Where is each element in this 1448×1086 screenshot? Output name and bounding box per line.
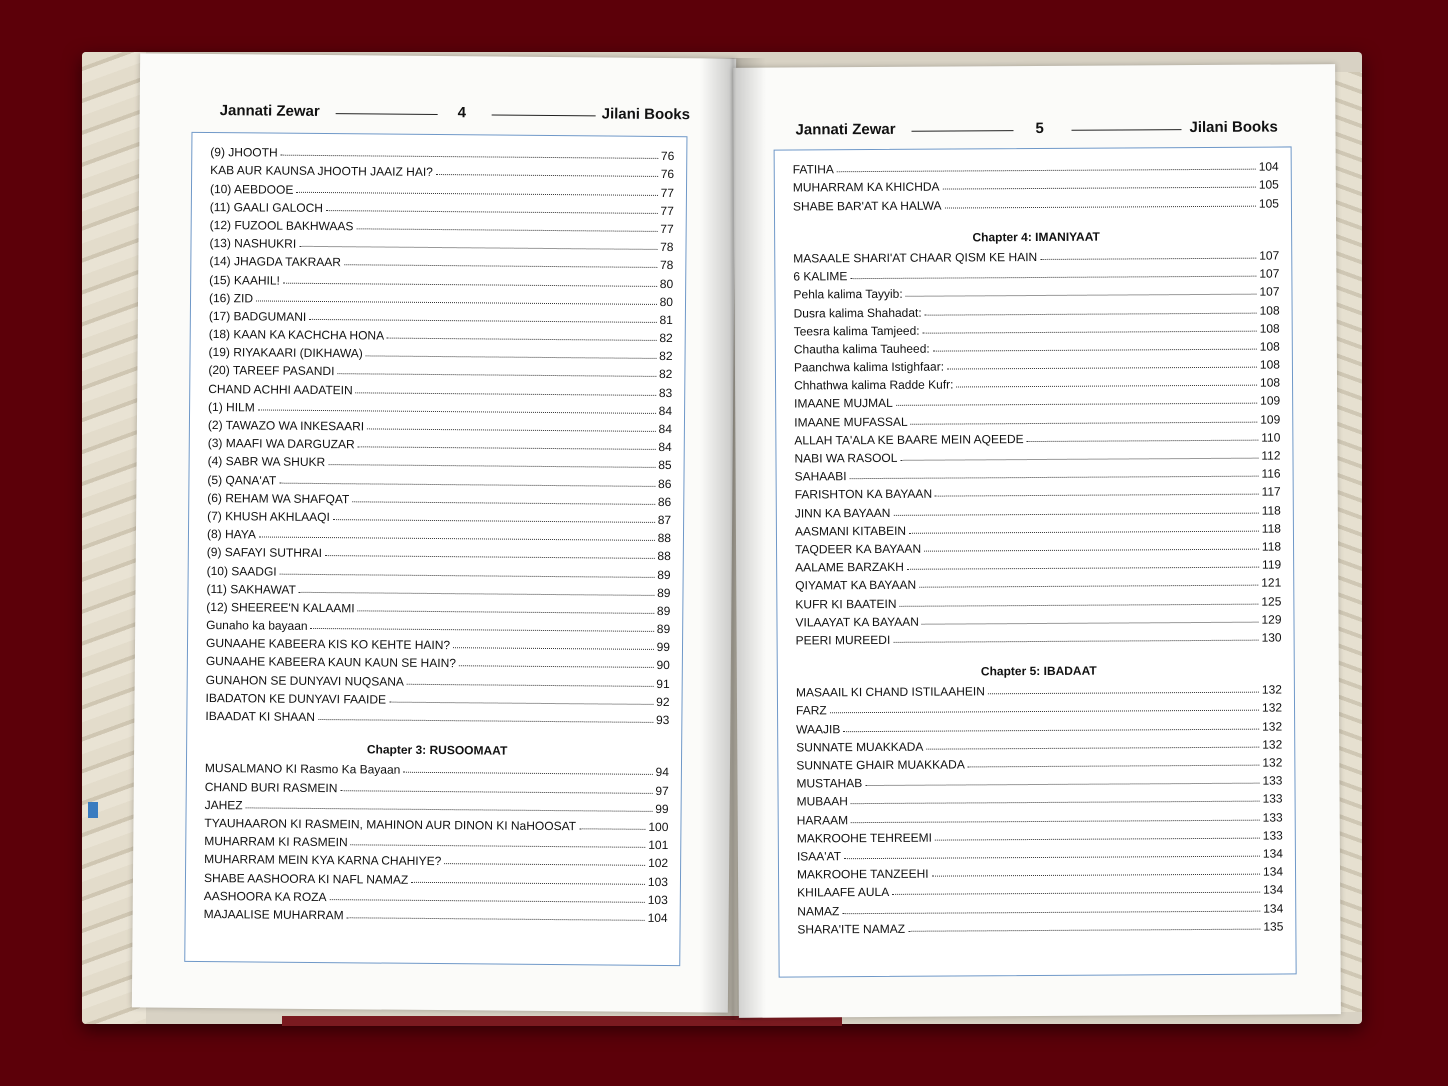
toc-entry	[796, 626, 1282, 647]
toc-entry-label: MASAAIL KI CHAND ISTILAAHEIN	[795, 684, 985, 700]
toc-entry-label: MUSTAHAB	[796, 776, 863, 791]
dot-leader	[851, 819, 1260, 822]
toc-entry-label: KUFR KI BAATEIN	[795, 596, 897, 611]
toc-entry-page: 83	[658, 385, 673, 400]
toc-entry-label: (8) HAYA	[206, 527, 256, 542]
dot-leader	[337, 374, 656, 378]
dot-leader	[329, 899, 644, 903]
toc-entry-page: 102	[648, 856, 669, 871]
dot-leader	[935, 837, 1260, 840]
toc-entry-page: 84	[658, 421, 672, 437]
toc-entry-page: 89	[657, 567, 671, 582]
toc-entry-label: MAKROOHE TANZEEHI	[796, 866, 929, 882]
toc-entry-label: ALLAH TA'ALA KE BAARE MEIN AQEEDE	[794, 431, 1024, 448]
dot-leader	[892, 892, 1260, 895]
dot-leader	[279, 482, 655, 486]
dot-leader	[453, 647, 654, 650]
dot-leader	[333, 519, 655, 523]
header-rule	[336, 113, 438, 115]
right-page	[733, 64, 1341, 1018]
dot-leader	[837, 169, 1256, 173]
dot-leader	[933, 349, 1257, 352]
toc-entry-label: Pehla kalima Tayyib:	[793, 287, 903, 302]
toc-entry-page: 118	[1261, 539, 1282, 554]
toc-entry-label: (11) SAKHAWAT	[206, 581, 296, 597]
dot-leader	[956, 385, 1257, 388]
toc-entry-page: 125	[1261, 594, 1282, 609]
dot-leader	[865, 783, 1259, 786]
toc-entry-label: IMAANE MUFASSAL	[794, 414, 908, 430]
toc-entry-page: 130	[1261, 630, 1282, 645]
toc-entry-label: IBADATON KE DUNYAVI FAAIDE	[205, 690, 387, 707]
dot-leader	[436, 174, 658, 177]
toc-entry-page: 92	[656, 694, 670, 709]
toc-list	[793, 156, 1284, 937]
toc-entry-page: 82	[658, 367, 673, 382]
toc-entry-page: 76	[660, 167, 675, 182]
page-header	[733, 114, 1335, 146]
toc-entry-label: (14) JHAGDA TAKRAAR	[209, 254, 342, 270]
chapter-heading: Chapter 4: IMANIYAAT	[972, 229, 1100, 244]
toc-entry-label: (12) FUZOOL BAKHWAAS	[209, 217, 354, 234]
toc-entry-label: IMAANE MUJMAL	[794, 396, 893, 411]
toc-entry-page: 85	[658, 458, 672, 473]
toc-entry-page: 78	[660, 240, 674, 255]
toc-entry-label: (13) NASHUKRI	[209, 236, 297, 251]
toc-entry-label: GUNAAHE KABEERA KAUN KAUN SE HAIN?	[205, 654, 457, 671]
toc-entry-page: 77	[660, 203, 674, 218]
dot-leader	[906, 294, 1257, 297]
dot-leader	[988, 692, 1259, 695]
toc-entry-label: WAAJIB	[796, 721, 841, 737]
dot-leader	[256, 300, 657, 304]
toc-entry-page: 107	[1259, 266, 1280, 281]
dot-leader	[935, 494, 1258, 497]
dot-leader	[919, 585, 1258, 588]
toc-entry-label: Teesra kalima Tamjeed:	[793, 323, 920, 339]
dot-leader	[1040, 258, 1256, 260]
toc-entry-page: 108	[1259, 375, 1281, 390]
dot-leader	[850, 276, 1256, 279]
toc-entry-label: HARAAM	[796, 812, 849, 828]
dot-leader	[842, 910, 1260, 914]
toc-entry-label: (18) KAAN KA KACHCHA HONA	[208, 327, 385, 343]
toc-entry-label: SHABE BAR'AT KA HALWA	[792, 198, 942, 214]
dot-leader	[326, 210, 657, 214]
dot-leader	[309, 319, 656, 323]
left-page	[132, 53, 736, 1012]
toc-entry-page: 116	[1261, 466, 1281, 481]
toc-entry-label: MUBAAH	[796, 794, 848, 809]
toc-entry-page: 133	[1262, 773, 1283, 788]
toc-entry-label: NABI WA RASOOL	[794, 450, 898, 466]
dot-leader	[924, 549, 1259, 552]
dot-leader	[893, 512, 1258, 515]
toc-entry-page: 84	[658, 440, 672, 455]
dot-leader	[932, 874, 1260, 877]
toc-entry-label: TYAUHAARON KI RASMEIN, MAHINON AUR DINON KI NaHOOSAT	[204, 815, 577, 834]
dot-leader	[900, 458, 1258, 461]
toc-entry-page: 105	[1258, 177, 1279, 193]
toc-entry-label: (6) REHAM WA SHAFQAT	[207, 490, 350, 507]
chapter-heading: Chapter 5: IBADAAT	[980, 663, 1097, 679]
dot-leader	[358, 610, 654, 614]
toc-entry-label: MAJAALISE MUHARRAM	[203, 906, 344, 923]
toc-entry-page: 89	[657, 585, 671, 600]
toc-entry-page: 101	[648, 838, 669, 853]
toc-entry-label: (9) SAFAYI SUTHRAI	[206, 545, 323, 561]
dot-leader	[925, 312, 1257, 315]
toc-entry-label: AASHOORA KA ROZA	[203, 888, 327, 904]
toc-entry-page: 134	[1262, 864, 1284, 879]
dot-leader	[908, 928, 1260, 931]
dot-leader	[411, 881, 645, 884]
dot-leader	[280, 573, 655, 577]
bookmark-tab	[88, 802, 98, 818]
toc-entry-page: 82	[659, 331, 673, 346]
toc-entry-label: FARISHTON KA BAYAAN	[794, 487, 933, 502]
dot-leader	[389, 701, 653, 704]
toc-entry-page: 86	[657, 494, 672, 509]
toc-entry-page: 88	[657, 549, 671, 564]
toc-entry-label: MUSALMANO KI Rasmo Ka Bayaan	[204, 761, 401, 778]
toc-entry-label: Chhathwa kalima Radde Kufr:	[794, 377, 954, 393]
dot-leader	[299, 592, 654, 596]
page-header	[140, 97, 736, 130]
toc-entry-page: 112	[1261, 448, 1281, 463]
dot-leader	[444, 863, 645, 866]
toc-entry-label: SHARA'ITE NAMAZ	[797, 921, 906, 937]
dot-leader	[843, 728, 1259, 732]
dot-leader	[328, 464, 655, 468]
publisher-name: Jilani Books	[601, 105, 691, 124]
toc-entry-label: KHILAAFE AULA	[797, 885, 890, 900]
toc-entry-page: 132	[1262, 719, 1283, 734]
toc-entry-label: (5) QANA'AT	[207, 472, 277, 488]
toc-entry-label: Gunaho ka bayaan	[206, 618, 308, 633]
dot-leader	[299, 246, 657, 250]
dot-leader	[366, 356, 656, 360]
toc-entry-label: QIYAMAT KA BAYAAN	[795, 578, 917, 593]
toc-entry-page: 84	[658, 403, 673, 418]
toc-entry-label: (17) BADGUMANI	[208, 308, 307, 324]
toc-entry-page: 134	[1263, 882, 1284, 897]
toc-entry-label: SHABE AASHOORA KI NAFL NAMAZ	[203, 870, 409, 887]
toc-entry-label: SUNNATE MUAKKADA	[796, 739, 924, 755]
dot-leader	[296, 191, 657, 195]
dot-leader	[579, 828, 645, 830]
toc-entry-label: IBAADAT KI SHAAN	[205, 709, 316, 724]
toc-entry-page: 133	[1262, 810, 1283, 825]
header-rule	[492, 114, 596, 116]
toc-entry-page: 107	[1259, 284, 1280, 299]
dot-leader	[367, 428, 655, 432]
toc-entry-label: (9) JHOOTH	[210, 145, 278, 160]
dot-leader	[356, 228, 657, 232]
toc-entry-label: Dusra kalima Shahadat:	[793, 305, 922, 320]
toc-entry-page: 133	[1262, 828, 1283, 843]
dot-leader	[947, 367, 1257, 370]
toc-entry-label: 6 KALIME	[793, 269, 848, 284]
toc-entry-label: MASAALE SHARI'AT CHAAR QISM KE HAIN	[793, 249, 1038, 266]
toc-entry-label: FATIHA	[792, 162, 834, 177]
book-title: Jannati Zewar	[219, 102, 320, 120]
toc-entry-page: 87	[657, 512, 672, 528]
toc-entry-page: 76	[660, 149, 675, 164]
dot-leader	[830, 710, 1259, 714]
dot-leader	[844, 856, 1260, 860]
dot-leader	[281, 155, 658, 159]
toc-entry-page: 104	[1258, 159, 1279, 174]
toc-box	[184, 132, 687, 966]
toc-entry-label: Paanchwa kalima Istighfaar:	[793, 359, 945, 375]
toc-entry-page: 86	[658, 476, 672, 491]
toc-entry-label: TAQDEER KA BAYAAN	[795, 541, 922, 557]
toc-entry-page: 107	[1259, 248, 1280, 263]
toc-entry-label: (1) HILM	[208, 399, 255, 415]
toc-entry-page: 77	[660, 185, 675, 200]
dot-leader	[259, 537, 655, 541]
toc-entry-page: 132	[1261, 700, 1283, 716]
toc-entry	[793, 192, 1279, 213]
dot-leader	[893, 640, 1258, 643]
toc-entry-label: (7) KHUSH AKHLAAQI	[207, 508, 330, 525]
publisher-name: Jilani Books	[1189, 118, 1278, 137]
dot-leader	[1027, 439, 1259, 441]
toc-entry-page: 90	[656, 658, 670, 673]
dot-leader	[896, 403, 1257, 406]
dot-leader	[459, 666, 654, 669]
toc-entry-label: (20) TAREEF PASANDI	[208, 363, 335, 379]
dot-leader	[351, 844, 646, 848]
toc-entry-label: (2) TAWAZO WA INKESAARI	[207, 418, 365, 434]
dot-leader	[358, 447, 656, 451]
toc-entry-page: 93	[655, 712, 670, 728]
dot-leader	[352, 501, 655, 505]
toc-entry-page: 103	[647, 892, 668, 907]
toc-entry-label: MAKROOHE TEHREEMI	[796, 830, 932, 846]
toc-entry-page: 108	[1259, 339, 1280, 354]
dot-leader	[340, 790, 652, 794]
toc-entry-page: 82	[659, 349, 673, 364]
dot-leader	[387, 338, 656, 341]
page-number: 5	[1035, 119, 1044, 138]
book-title: Jannati Zewar	[795, 120, 896, 139]
toc-entry-page: 89	[656, 603, 671, 618]
toc-entry-page: 121	[1261, 575, 1282, 590]
toc-entry-label: MUHARRAM KA KHICHDA	[792, 179, 940, 195]
toc-entry-page: 132	[1262, 737, 1283, 752]
dot-leader	[923, 330, 1257, 333]
toc-entry-page: 129	[1261, 612, 1282, 627]
toc-entry-page: 97	[655, 783, 669, 798]
dot-leader	[851, 801, 1260, 804]
toc-entry-page: 132	[1261, 682, 1282, 697]
toc-entry-label: (12) SHEEREE'N KALAAMI	[206, 599, 355, 616]
toc-entry-page: 104	[647, 910, 668, 925]
toc-entry-page: 109	[1260, 412, 1281, 427]
toc-entry-label: (11) GAALI GALOCH	[209, 199, 324, 215]
dot-leader	[850, 476, 1259, 479]
toc-entry-label: Chautha kalima Tauheed:	[793, 341, 930, 357]
dot-leader	[403, 772, 652, 775]
toc-entry-page: 99	[656, 640, 671, 655]
dot-leader	[909, 530, 1259, 533]
dot-leader	[926, 746, 1259, 749]
toc-entry-label: JINN KA BAYAAN	[794, 505, 891, 521]
toc-entry-page: 109	[1260, 393, 1281, 409]
toc-entry-label: (10) SAADGI	[206, 563, 277, 579]
header-rule	[911, 130, 1013, 132]
dot-leader	[318, 719, 653, 723]
toc-entry-label: (4) SABR WA SHUKR	[207, 454, 326, 470]
toc-entry-page: 78	[659, 258, 674, 273]
dot-leader	[344, 265, 657, 269]
toc-entry-page: 108	[1259, 303, 1280, 318]
dot-leader	[407, 683, 653, 686]
dot-leader	[968, 765, 1260, 768]
dot-leader	[900, 603, 1259, 606]
toc-entry	[205, 705, 669, 727]
toc-entry-label: MUHARRAM KI RASMEIN	[204, 834, 348, 850]
toc-entry-label: FARZ	[795, 703, 827, 718]
toc-entry-page: 117	[1261, 484, 1281, 500]
toc-entry-page: 81	[659, 312, 673, 327]
toc-entry-label: SAHAABI	[794, 469, 847, 484]
dot-leader	[258, 409, 656, 413]
toc-entry-page: 135	[1263, 919, 1284, 934]
toc-list	[204, 141, 675, 925]
toc-entry-page: 133	[1262, 791, 1283, 807]
toc-entry-page: 88	[657, 531, 672, 546]
toc-entry-page: 100	[648, 819, 669, 834]
toc-entry-page: 94	[655, 765, 669, 780]
page-number: 4	[457, 104, 467, 122]
toc-entry-label: CHAND ACHHI AADATEIN	[208, 381, 353, 397]
toc-entry-label: GUNAHON SE DUNYAVI NUQSANA	[205, 672, 405, 689]
dot-leader	[356, 392, 656, 396]
toc-entry-label: AALAME BARZAKH	[795, 559, 904, 575]
toc-entry-page: 108	[1259, 357, 1280, 372]
toc-box	[774, 146, 1297, 977]
toc-entry-page: 118	[1261, 503, 1281, 518]
toc-entry-page: 134	[1263, 901, 1284, 916]
toc-entry-label: MUHARRAM MEIN KYA KARNA CHAHIYE?	[204, 852, 442, 869]
toc-entry-page: 134	[1262, 846, 1283, 861]
toc-entry-label: NAMAZ	[797, 903, 840, 918]
dot-leader	[907, 567, 1259, 570]
toc-entry-label: (19) RIYAKAARI (DIKHAWA)	[208, 345, 363, 361]
toc-entry-label: KAB AUR KAUNSA JHOOTH JAAIZ HAI?	[210, 163, 433, 180]
dot-leader	[943, 187, 1256, 190]
toc-entry-page: 80	[659, 294, 674, 309]
toc-entry-label: (15) KAAHIL!	[209, 272, 280, 288]
dot-leader	[347, 917, 645, 921]
dot-leader	[325, 555, 654, 559]
toc-entry-label: SUNNATE GHAIR MUAKKADA	[796, 757, 965, 773]
header-rule	[1071, 129, 1181, 131]
toc-entry-label: AASMANI KITABEIN	[794, 523, 907, 539]
toc-entry-label: ISAA'AT	[796, 849, 842, 864]
toc-entry-page: 119	[1261, 557, 1282, 572]
toc-entry-label: CHAND BURI RASMEIN	[204, 779, 338, 795]
dot-leader	[911, 421, 1258, 424]
dot-leader	[311, 628, 654, 632]
toc-entry	[797, 915, 1283, 936]
toc-entry-page: 108	[1259, 321, 1280, 336]
toc-entry-label: (3) MAAFI WA DARGUZAR	[207, 436, 355, 452]
chapter-heading: Chapter 3: RUSOOMAAT	[366, 742, 508, 758]
toc-entry-page: 80	[659, 276, 674, 291]
toc-entry-label: (16) ZID	[208, 290, 254, 306]
toc-entry-page: 132	[1262, 755, 1283, 770]
dot-leader	[283, 282, 657, 286]
toc-entry-label: PEERI MUREEDI	[795, 632, 891, 648]
toc-entry-page: 99	[655, 801, 669, 816]
toc-entry-page: 103	[647, 874, 669, 889]
toc-entry-label: VILAAYAT KA BAYAAN	[795, 614, 919, 630]
toc-entry-label: JAHEZ	[204, 797, 243, 813]
toc-entry-page: 77	[660, 221, 674, 237]
dot-leader	[246, 807, 653, 812]
toc-entry-page: 118	[1261, 521, 1281, 536]
toc-entry	[204, 903, 668, 925]
toc-entry-label: GUNAAHE KABEERA KIS KO KEHTE HAIN?	[205, 636, 451, 653]
dot-leader	[922, 621, 1259, 624]
toc-entry-label: (10) AEBDOOE	[209, 181, 294, 197]
toc-entry-page: 89	[656, 622, 671, 637]
toc-entry-page: 105	[1258, 196, 1279, 211]
toc-entry-page: 91	[656, 676, 670, 691]
dot-leader	[945, 205, 1256, 208]
toc-entry-page: 110	[1261, 430, 1281, 445]
